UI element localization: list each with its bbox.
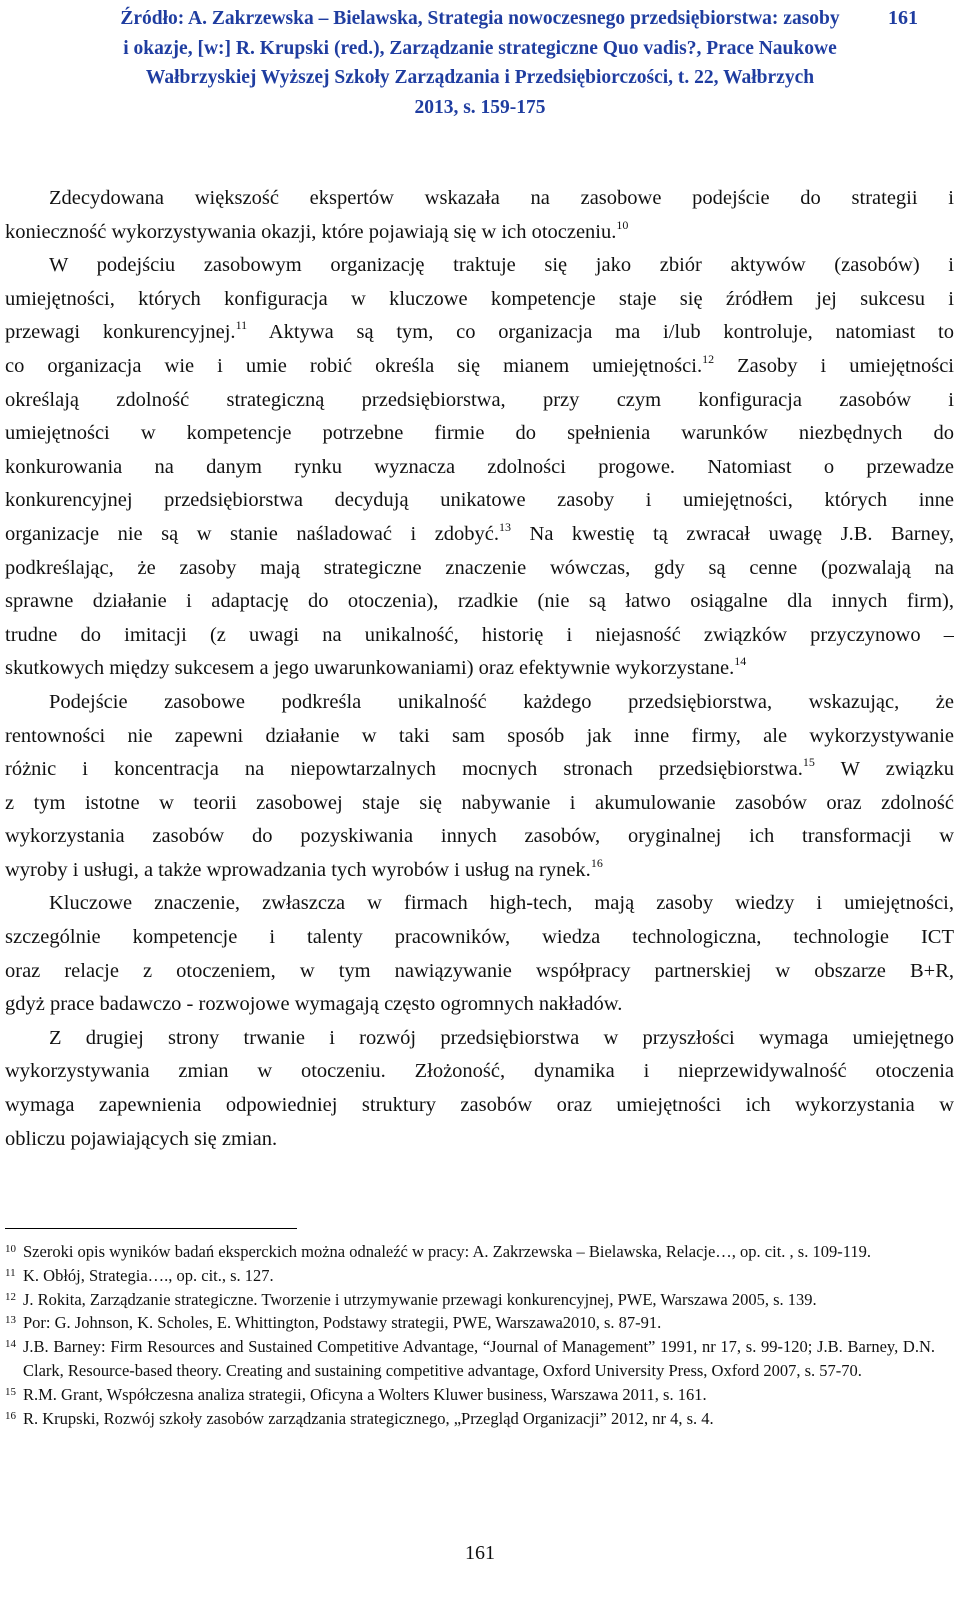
text-line: konieczność wykorzystywania okazji, które pojawiają się w ich otoczeniu.$^{10}$	[5, 217, 629, 243]
text-line: konkurencyjnej przedsiębiorstwa decydują unikatowe zasoby i umiejętności, których inne	[5, 489, 954, 512]
text-line: W podejściu zasobowym organizację traktuje się jako zbiór aktywów (zasobów) i	[49, 254, 954, 277]
text-line: sprawne działanie i adaptację do otoczenia), rzadkie (nie są łatwo osiągalne dla innych firm),	[5, 590, 954, 613]
text-line: organizacje nie są w stanie naśladować i zdobyć.$^{13}$ Na kwestię tą zwracał uwagę J.B. Barney,	[5, 519, 954, 545]
footnote	[5, 1383, 935, 1407]
footnote-text: J.B. Barney: Firm Resources and Sustained Competitive Advantage, “Journal of Management” 1991, nr 17, s. 99-120; J.B. Barney, D.N. Clark, Resource-based theory. Creating and sustaining competitive advantage, Oxford University Press, Oxford 2007, s. 57-70.	[23, 1337, 935, 1380]
header-line: 2013, s. 159-175	[414, 96, 546, 118]
text-line: różnic i koncentracja na niepowtarzalnych mocnych stronach przedsiębiorstwa.$^{15}$ W związku	[5, 755, 954, 781]
footnote	[5, 1288, 935, 1312]
paragraph-body	[5, 283, 954, 686]
footnote-number: 15	[5, 1385, 16, 1398]
paragraph-body	[5, 1055, 954, 1156]
footnotes	[5, 1240, 935, 1430]
top-page-number: 161	[888, 7, 918, 29]
text-line: konkurowania na danym rynku wyznacza zdolności progowe. Natomiast o przewadze	[5, 455, 954, 478]
header-line: Wałbrzyskiej Wyższej Szkoły Zarządzania i Przedsiębiorczości, t. 22, Wałbrzych	[145, 67, 815, 88]
paragraph-body	[5, 720, 954, 888]
footnote-ref[interactable]: 11	[235, 318, 248, 333]
footnote-ref[interactable]: 12	[702, 351, 715, 366]
text-line: podkreślając, że zasoby mają strategiczne znaczenie wówczas, gdy są cenne (pozwalają na	[5, 556, 954, 579]
paragraph	[5, 686, 954, 720]
text-line: przewagi konkurencyjnej.$^{11}$ Aktywa są tym, co organizacja ma i/lub kontroluje, natomiast to	[5, 318, 954, 344]
footnote-text: R.M. Grant, Współczesna analiza strategii, Oficyna a Wolters Kluwer business, Warszawa 2011, s. 161.	[23, 1384, 707, 1404]
text-line: umiejętności w kompetencje potrzebne firmie do spełnienia warunków niezbędnych do	[5, 422, 954, 445]
page-number: 161	[465, 1542, 495, 1564]
text-line: wykorzystania zasobów do pozyskiwania innych zasobów, oryginalnej ich transformacji w	[5, 825, 954, 848]
text-line: wymaga zapewnienia odpowiedniej struktury zasobów oraz umiejętności ich wykorzystania w	[5, 1094, 954, 1117]
text-line: Kluczowe znaczenie, zwłaszcza w firmach high-tech, mają zasoby wiedzy i umiejętności,	[49, 892, 954, 915]
main-text	[5, 182, 954, 1156]
header-line: i okazje, [w:] R. Krupski (red.), Zarządzanie strategiczne Quo vadis?, Prace Naukowe	[123, 37, 837, 59]
footnote-ref[interactable]: 13	[499, 519, 512, 534]
footnote-number: 12	[5, 1290, 16, 1303]
text-line: trudne do imitacji (z uwagi na unikalność, historię i niejasność związków przyczynowo –	[5, 623, 954, 646]
text-line: obliczu pojawiających się zmian.	[5, 1127, 278, 1150]
footnote-separator	[5, 1228, 297, 1229]
text-line: Zdecydowana większość ekspertów wskazała na zasobowe podejście do strategii i	[49, 187, 954, 209]
footnote-number: 11	[5, 1266, 16, 1279]
footnote-text: Szeroki opis wyników badań eksperckich można odnaleźć w pracy: A. Zakrzewska – Bielawska, Relacje…, op. cit. , s. 109-119.	[23, 1242, 871, 1261]
paragraph	[5, 249, 954, 283]
text-line: wykorzystywania zmian w otoczeniu. Złożoność, dynamika i nieprzewidywalność otoczenia	[5, 1060, 954, 1083]
footnote-number: 10	[5, 1243, 16, 1255]
text-line: gdyż prace badawczo - rozwojowe wymagają często ogromnych nakładów.	[5, 993, 623, 1016]
footnote-number: 14	[5, 1338, 16, 1351]
text-line: szczególnie kompetencje i talenty pracowników, wiedza technologiczna, technologie ICT	[5, 926, 954, 949]
footnote-number: 16	[5, 1409, 16, 1422]
footnote	[5, 1335, 935, 1383]
paragraph-body	[5, 921, 954, 1022]
text-line: rentowności nie zapewni działanie w taki sam sposób jak inne firmy, ale wykorzystywanie	[5, 724, 954, 747]
footnote-text: Por: G. Johnson, K. Scholes, E. Whittington, Podstawy strategii, PWE, Warszawa2010, s. 87-91.	[23, 1313, 662, 1333]
text-line: oraz relacje z otoczeniem, w tym nawiązywanie współpracy partnerskiej w obszarze B+R,	[5, 959, 954, 982]
footnote	[5, 1240, 935, 1264]
header-line: Źródło: A. Zakrzewska – Bielawska, Strategia nowoczesnego przedsiębiorstwa: zasoby	[120, 8, 840, 29]
footnote-text: R. Krupski, Rozwój szkoły zasobów zarządzania strategicznego, „Przegląd Organizacji” 2012, nr 4, s. 4.	[23, 1408, 714, 1428]
text-line: umiejętności, których konfiguracja w kluczowe kompetencje staje się źródłem jej sukcesu i	[5, 287, 954, 310]
footnote	[5, 1311, 935, 1335]
text-line: wyroby i usługi, a także wprowadzania tych wyrobów i usług na rynek.$^{16}$	[5, 855, 603, 881]
text-line: Z drugiej strony trwanie i rozwój przedsiębiorstwa w przyszłości wymaga umiejętnego	[49, 1026, 954, 1049]
text-line: co organizacja wie i umie robić określa się mianem umiejętności.$^{12}$ Zasoby i umiejętności	[5, 351, 954, 377]
paragraph	[5, 182, 954, 216]
text-line: skutkowych między sukcesem a jego uwarunkowaniami) oraz efektywnie wykorzystane.$^{14}$	[5, 654, 747, 680]
text-line: z tym istotne w teorii zasobowej staje się nabywanie i akumulowanie zasobów oraz zdolność	[5, 791, 954, 814]
footnote-ref[interactable]: 14	[734, 654, 747, 669]
footnote-ref[interactable]: 10	[616, 217, 629, 232]
source-citation-header	[0, 4, 960, 122]
footnote-number: 13	[5, 1314, 16, 1327]
footnote-text: J. Rokita, Zarządzanie strategiczne. Tworzenie i utrzymywanie przewagi konkurencyjnej, PWE, Warszawa 2005, s. 139.	[23, 1289, 817, 1309]
paragraph	[5, 887, 954, 921]
footnote	[5, 1407, 935, 1431]
footnote	[5, 1264, 935, 1288]
footnote-ref[interactable]: 16	[590, 855, 603, 870]
footnote-text: K. Obłój, Strategia…., op. cit., s. 127.	[23, 1265, 274, 1285]
paragraph	[5, 1022, 954, 1056]
text-line: określają zdolność strategiczną przedsiębiorstwa, przy czym konfiguracja zasobów i	[5, 388, 954, 411]
text-line: Podejście zasobowe podkreśla unikalność każdego przedsiębiorstwa, wskazując, że	[49, 690, 954, 713]
footnote-ref[interactable]: 15	[802, 755, 815, 770]
paragraph	[5, 216, 954, 250]
